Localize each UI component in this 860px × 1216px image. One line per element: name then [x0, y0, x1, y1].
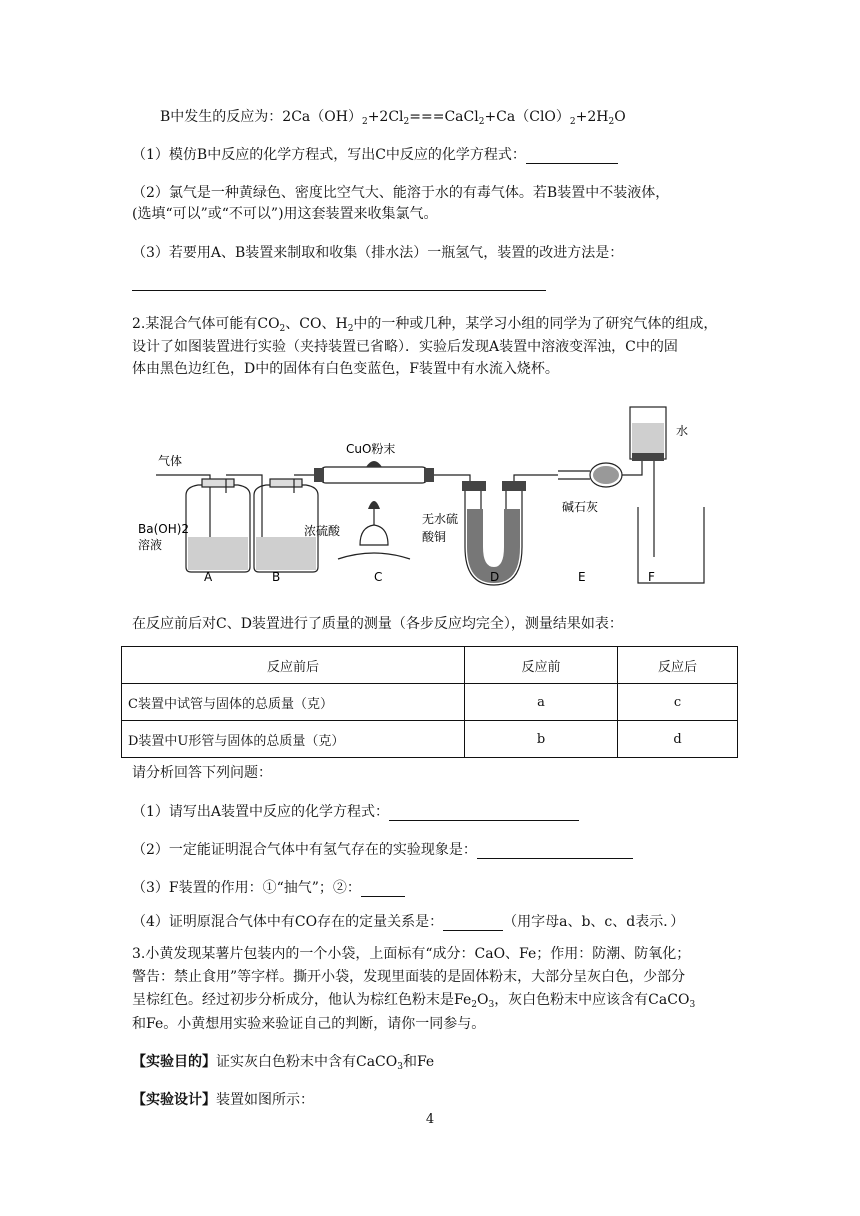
header-cell: 反应后	[618, 647, 738, 684]
alcohol-lamp	[360, 525, 388, 545]
lamp-flame	[368, 501, 380, 509]
apparatus-diagram	[138, 397, 718, 592]
label-h2so4: 浓硫酸	[304, 524, 341, 538]
label-f: F	[648, 570, 655, 584]
answer-blank[interactable]	[389, 806, 579, 821]
combustion-tube	[320, 467, 428, 483]
table-cell: D装置中U形管与固体的总质量（克）	[122, 721, 465, 758]
table-cell: b	[465, 721, 618, 758]
soda-lime	[593, 466, 619, 484]
q1-part2a: （2）氯气是一种黄绿色、密度比空气大、能溶于水的有毒气体。若B装置中不装液体，	[132, 185, 670, 201]
label-d: D	[490, 570, 500, 584]
answer-blank[interactable]	[526, 149, 618, 164]
q1-part3: （3）若要用A、B装置来制取和收集（排水法）一瓶氢气，装置的改进方法是：	[132, 245, 624, 261]
q3-para-1: 3.小黄发现某薯片包装内的一个小袋，上面标有“成分：CaO、Fe；作用：防潮、防氧化；	[132, 946, 691, 962]
label-sodalime: 碱石灰	[562, 500, 599, 514]
table-intro: 在反应前后对C、D装置进行了质量的测量（各步反应均完全），测量结果如表：	[132, 616, 623, 632]
answer-blank[interactable]	[443, 916, 503, 931]
table-header-row	[122, 647, 738, 684]
table-row	[122, 721, 738, 758]
q3-para-4: 和Fe。小黄想用实验来验证自己的判断，请你一同参与。	[132, 1016, 486, 1032]
q1-part1: （1）模仿B中反应的化学方程式，写出C中反应的化学方程式：	[132, 146, 618, 164]
reaction-b-text: B中发生的反应为：$2Ca(OH)_2+2Cl_2===CaCl_2+Ca(ClO)_2+2H_2O$	[160, 109, 626, 127]
table-cell: C装置中试管与固体的总质量（克）	[122, 684, 465, 721]
h2so4-liquid	[256, 537, 316, 570]
label-baoh2: Ba(OH)2	[138, 522, 190, 536]
q2-sub1: （1）请写出A装置中反应的化学方程式：	[132, 803, 579, 821]
design-line: 【实验设计】装置如图所示：	[132, 1092, 314, 1108]
answer-blank[interactable]	[361, 882, 405, 897]
label-cuso4-a: 无水硫	[422, 512, 459, 526]
label-water: 水	[676, 424, 689, 438]
header-cell: 反应前后	[122, 647, 465, 684]
q2-para-2: 设计了如图装置进行实验（夹持装置已省略）．实验后发现A装置中溶液变浑浊，C中的固	[132, 339, 678, 355]
label-b: B	[272, 570, 281, 584]
water-liquid	[632, 423, 664, 453]
label-gas: 气体	[158, 454, 183, 468]
stopper-a	[202, 479, 234, 487]
ask-text: 请分析回答下列问题：	[132, 765, 272, 781]
q2-para-3: 体由黑色边红色，D中的固体有白色变蓝色，F装置中有水流入烧杯。	[132, 361, 559, 377]
cuo-powder	[366, 461, 382, 467]
label-a: A	[204, 570, 213, 584]
results-table	[121, 646, 738, 758]
label-e: E	[578, 570, 586, 584]
table-cell: d	[618, 721, 738, 758]
q3-para-2: 警告：禁止食用”等字样。撕开小袋，发现里面装的是固体粉末，大部分呈灰白色，少部分	[132, 969, 686, 985]
label-cuso4-b: 酸铜	[422, 530, 447, 544]
q2-sub3: （3）F装置的作用：①“抽气”；②：	[132, 879, 405, 897]
label-c: C	[374, 570, 383, 584]
q2-para-1: 2.某混合气体可能有$CO_2$、CO、$H_2$中的一种或几种，某学习小组的同学为了研究气体的组成，	[132, 316, 718, 334]
q2-sub2: （2）一定能证明混合气体中有氢气存在的实验现象是：	[132, 841, 633, 859]
page-number: 4	[425, 1112, 435, 1127]
purpose-line: 【实验目的】证实灰白色粉末中含有CaCO$_3$和Fe	[132, 1054, 435, 1072]
header-cell: 反应前	[465, 647, 618, 684]
baoh2-solution	[188, 537, 248, 570]
table-cell: c	[618, 684, 738, 721]
answer-line[interactable]	[132, 290, 546, 291]
purpose-heading: 【实验目的】	[132, 1054, 216, 1070]
answer-blank[interactable]	[477, 844, 633, 859]
table-cell: a	[465, 684, 618, 721]
label-cuo: CuO粉末	[346, 442, 396, 456]
stopper-b	[270, 479, 302, 487]
q2-sub4: （4）证明原混合气体中有CO存在的定量关系是： （用字母a、b、c、d表示．）	[132, 914, 685, 930]
q3-para-3: 呈棕红色。经过初步分析成分，他认为棕红色粉末是$Fe_2O_3$，灰白色粉末中应该含有CaCO$_3$	[132, 992, 696, 1010]
table-row	[122, 684, 738, 721]
label-solution: 溶液	[138, 538, 163, 552]
q1-part2b: (选填“可以”或“不可以”)用这套装置来收集氯气。	[132, 206, 438, 222]
design-heading: 【实验设计】	[132, 1092, 216, 1108]
